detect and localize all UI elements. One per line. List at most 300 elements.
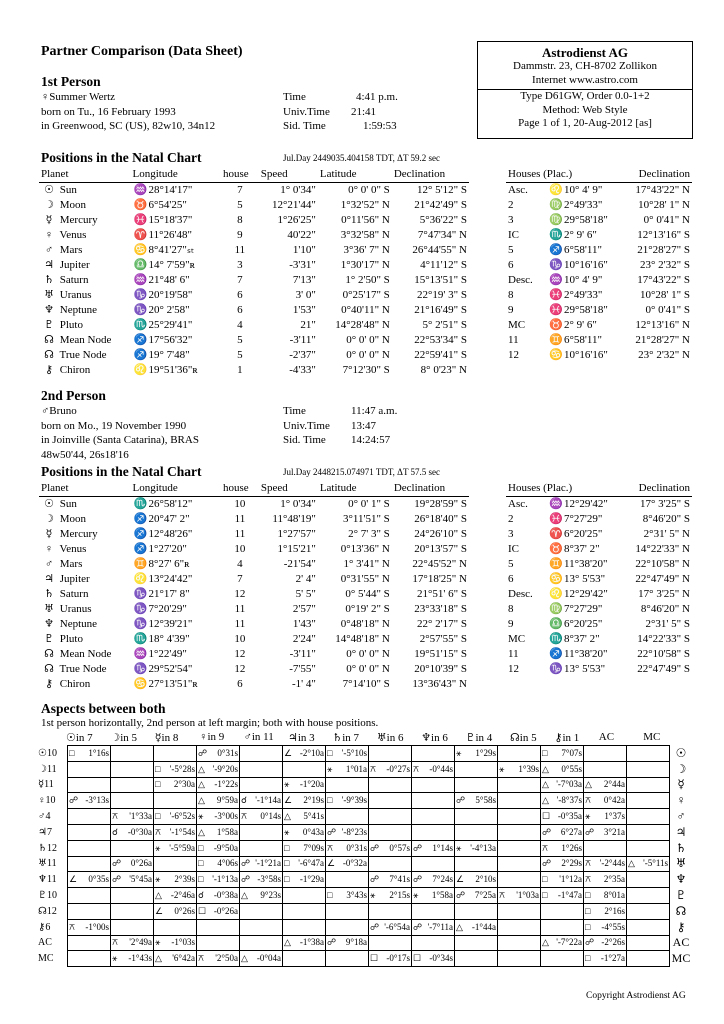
planet-cell [39,542,131,557]
planet-row [39,617,469,632]
method: Method: Web Style [542,103,628,116]
aspect-cell [154,856,197,872]
house-name: 12 [508,349,519,361]
latitude-cell: 1° 3'41" N [343,558,390,570]
house-longitude [546,288,612,303]
declination-cell: 21°51' 6" S [417,588,467,600]
aspect-column-header: ☊in 5 [510,732,537,744]
aspect-cell [412,793,455,809]
aspect-cell [498,793,541,809]
aspect-glyph: △ [155,953,162,964]
cusp-value: 12°29'42" [564,498,608,510]
planet-glyph: ☿ [45,214,53,226]
house-cell: 4 [237,558,243,570]
speed-cell: 5' 5" [295,588,316,600]
cusp-value: 10°16'16" [564,349,608,361]
sign-glyph: ♐ [133,349,148,361]
planet-row [39,198,469,213]
longitude-value: 26°58'12" [148,498,193,510]
longitude-value: 8°41'27"ₛₜ [148,244,195,256]
planet-glyph: ☊ [44,648,54,660]
house-row [506,213,692,228]
speed-cell: 21" [300,319,316,331]
aspect-glyph: ⚻ [69,921,75,932]
aspect-cell [326,777,369,793]
cusp-value: 10° 4' 9" [564,184,603,196]
aspect-glyph: □ [69,747,75,758]
declination-cell: 7°47'34" N [417,229,467,241]
aspect-row-label: AC [38,937,52,949]
aspect-cell [412,809,455,825]
house-name: 9 [508,618,514,630]
declination-cell: 26°44'55" N [412,244,467,256]
birth-place: in Joinville (Santa Catarina), BRAS [41,434,199,446]
birth-place: in Greenwood, SC (US), 82w10, 34n12 [41,120,216,132]
aspect-cell [498,919,541,935]
aspect-row-glyph: ☉ [675,745,687,760]
planet-table-1 [39,167,469,378]
company-name: Astrodienst AG [541,45,629,60]
house-longitude [546,318,612,333]
house-cell: 9 [237,229,243,241]
aspect-orb: 7°41s [389,874,410,885]
col-planet: Planet [39,481,131,497]
house-declination: 22°47'49" S [637,663,690,675]
sign-glyph: ♊ [133,558,148,570]
aspect-cell [541,777,584,793]
latitude-cell: 0°25'17" S [342,289,390,301]
planet-cell [39,183,131,199]
time-value: 4:41 p.m. [356,91,398,103]
latitude-cell: 3°36' 7" N [343,244,390,256]
planet-row [39,587,469,602]
aspect-cell [541,903,584,919]
aspect-orb: 7°25a [474,890,496,901]
aspect-orb: -1°29a [299,874,324,885]
aspect-orb: 0°55s [561,763,582,774]
speed-cell: 1'10" [292,244,316,256]
planet-name: Mean Node [57,334,112,346]
aspect-glyph: △ [198,795,205,806]
aspect-cell [627,935,670,951]
aspect-orb: '-7°03a [556,779,582,790]
aspect-cell [627,761,670,777]
cusp-value: 6°20'25" [564,618,603,630]
planet-row [39,213,469,228]
aspect-cell [584,856,627,872]
aspect-glyph: ☍ [327,826,337,837]
time-label: Time [283,405,306,417]
aspect-glyph: □ [327,795,333,806]
aspect-cell [627,777,670,793]
house-cell: 11 [234,603,246,615]
aspect-orb: -3°58s [257,874,281,885]
latitude-cell: 14°48'18" N [335,633,390,645]
sid-value: 1:59:53 [363,120,397,132]
aspect-glyph: △ [628,858,635,869]
latitude-cell: 0° 0' 0" N [346,663,390,675]
aspect-orb: -4°55s [601,921,625,932]
cusp-value: 7°27'29" [564,603,603,615]
house-name: 11 [508,334,519,346]
aspect-cell [627,809,670,825]
col-longitude: Longitude [131,481,221,497]
sign-glyph: ♋ [133,244,148,256]
aspect-cell [498,809,541,825]
aspect-cell [627,903,670,919]
cusp-value: 11°38'20" [564,558,608,570]
house-name: 2 [508,513,514,525]
aspect-cell [154,777,197,793]
longitude-value: 14° 7'59"ʀ [148,259,195,271]
aspect-orb: -0°17s [386,953,410,964]
longitude-cell [131,527,221,542]
aspect-glyph: △ [542,795,549,806]
declination-cell: 22° 2'17" S [417,618,467,630]
aspect-cell [584,824,627,840]
longitude-cell [131,497,221,513]
aspect-glyph: ☍ [241,858,251,869]
order-type: Type D61GW, Order 0.0-1+2 [520,90,650,102]
longitude-cell [131,303,221,318]
aspect-cell [584,777,627,793]
house-cell: 6 [237,304,243,316]
house-cell: 12 [234,663,246,675]
house-declination: 2°31' 5" N [643,528,690,540]
planet-row [39,557,469,572]
aspect-glyph: ☍ [413,874,423,885]
aspect-glyph: ⚻ [585,795,591,806]
planet-name: Jupiter [57,259,90,271]
aspect-cell [68,809,111,825]
longitude-cell [131,363,221,378]
planet-cell [39,333,131,348]
aspect-cell [68,761,111,777]
aspect-glyph: △ [542,779,549,790]
planet-name: Mercury [57,214,98,226]
longitude-cell [131,542,221,557]
planet-row [39,602,469,617]
house-name: 8 [508,289,514,301]
aspect-glyph: ☐ [413,953,422,964]
aspect-cell [541,746,584,762]
sign-glyph: ♓ [133,214,148,226]
house-name: 3 [508,214,514,226]
sign-glyph: ♒ [133,274,148,286]
declination-cell: 13°36'43" N [412,678,467,690]
aspect-cell [584,919,627,935]
sign-glyph: ♓ [549,513,563,525]
declination-cell: 8° 0'23" N [420,364,467,376]
aspects-heading: Aspects between both [41,701,166,716]
aspect-cell [283,951,326,967]
planet-glyph: ♂ [44,558,54,570]
aspect-glyph: ∠ [456,874,465,885]
aspect-cell [627,856,670,872]
sign-glyph: ♑ [549,663,563,675]
aspect-cell [68,888,111,904]
house-cell: 1 [237,364,243,376]
aspect-row-label: ♀10 [38,795,56,807]
aspect-orb: 1°01a [345,763,367,774]
longitude-value: 1°22'49" [148,648,187,660]
house-name: 9 [508,304,514,316]
latitude-cell: 0° 5'44" S [345,588,390,600]
house-cell: 4 [237,319,243,331]
aspect-orb: 2°10s [475,874,496,885]
house-cell: 5 [237,349,243,361]
aspect-orb: '2°49a [129,937,152,948]
speed-cell: -3'11" [289,334,316,346]
aspect-cell [283,777,326,793]
aspect-cell [369,935,412,951]
aspect-cell [283,840,326,856]
aspect-cell [326,761,369,777]
planet-name: True Node [57,349,107,361]
house-declination: 17°43'22" N [635,184,690,196]
speed-cell: 12°21'44" [271,199,316,211]
aspect-row [37,888,692,904]
latitude-cell: 0° 0' 0" N [346,334,390,346]
aspect-cell [541,824,584,840]
longitude-cell [131,333,221,348]
house-name: 5 [508,558,514,570]
house-name: Asc. [508,184,528,196]
house-row [506,662,692,677]
house-longitude [546,512,612,527]
planet-cell [39,303,131,318]
aspect-cell [541,951,584,967]
aspect-cell [197,919,240,935]
aspect-glyph: ⚻ [542,842,548,853]
aspect-cell [154,761,197,777]
aspect-cell [498,746,541,762]
aspect-glyph: ☐ [370,953,379,964]
longitude-cell [131,677,221,692]
aspect-cell [283,856,326,872]
house-name: Asc. [508,498,528,510]
aspect-glyph: □ [284,874,290,885]
longitude-cell [131,288,221,303]
col-house: house [221,481,259,497]
latitude-cell: 14°28'48" N [335,319,390,331]
aspect-orb: 2°30a [173,779,195,790]
aspect-column-header: ♇in 4 [465,732,493,744]
aspect-orb: -0°26a [213,905,238,916]
house-row [506,318,692,333]
planet-name: Saturn [57,274,89,286]
aspect-cell [584,951,627,967]
aspect-orb: -0°32a [342,858,367,869]
aspect-row-glyph: ♇ [675,888,687,903]
aspect-orb: 0°42a [603,795,625,806]
aspect-orb: 7°09s [303,842,324,853]
latitude-cell: 0°48'18" N [340,618,390,630]
planet-glyph: ♂ [44,244,54,256]
planet-name: Mean Node [57,648,112,660]
house-row [506,333,692,348]
longitude-cell [131,213,221,228]
planet-row [39,363,469,378]
planet-cell [39,572,131,587]
aspect-cell [498,761,541,777]
aspect-row [37,903,692,919]
longitude-value: 6°54'25" [148,199,187,211]
aspect-cell [627,793,670,809]
aspect-cell [197,951,240,967]
aspect-orb: '-1°14a [255,795,281,806]
house-longitude [546,273,612,288]
aspect-cell [326,824,369,840]
sign-glyph: ♒ [549,498,563,510]
house-cell: 12 [234,588,246,600]
aspect-cell [627,888,670,904]
aspect-row-glyph: ☽ [675,761,687,776]
person-heading: 2nd Person [41,388,106,403]
aspect-cell [154,903,197,919]
aspect-cell [369,840,412,856]
declination-cell: 26°18'40" S [414,513,467,525]
aspect-glyph: ∠ [155,905,164,916]
cusp-value: 2° 9' 6" [564,319,597,331]
aspect-cell [197,872,240,888]
planet-glyph: ♄ [44,588,54,600]
house-longitude [546,662,612,677]
aspect-glyph: ⚹ [155,874,161,885]
sign-glyph: ♍ [549,214,563,226]
aspect-glyph: ☍ [327,937,337,948]
house-cell: 3 [237,259,243,271]
aspect-orb: 9°59a [216,795,238,806]
house-cell: 11 [234,513,246,525]
sign-glyph: ♏ [133,319,148,331]
house-declination: 17°43'22" S [637,274,690,286]
aspect-cell [584,888,627,904]
house-declination: 0° 0'41" S [645,304,690,316]
aspect-cell [412,824,455,840]
speed-cell: -3'11" [289,648,316,660]
aspect-cell [326,840,369,856]
aspect-glyph: □ [585,921,591,932]
aspect-cell [455,824,498,840]
house-declination: 17° 3'25" S [640,498,690,510]
house-cell: 6 [237,678,243,690]
aspect-row [37,824,692,840]
aspect-orb: 0°31s [346,842,367,853]
house-cell: 11 [234,528,246,540]
aspect-cell [111,856,154,872]
aspect-cell [455,872,498,888]
declination-cell: 5° 2'51" S [422,319,467,331]
aspect-row-label: ♇10 [38,890,57,902]
aspect-cell [455,856,498,872]
aspect-cell [584,903,627,919]
planet-glyph: ♅ [44,603,54,615]
latitude-cell: 3°11'51" S [342,513,390,525]
planet-name: Uranus [57,289,92,301]
aspect-cell [326,746,369,762]
house-longitude [546,198,612,213]
longitude-value: 21°48' 6" [148,274,190,286]
declination-cell: 19°51'15" S [414,648,467,660]
aspect-orb: '-6°47a [298,858,324,869]
sign-glyph: ♐ [133,528,148,540]
longitude-value: 25°29'41" [148,319,193,331]
person-name: ♀Summer Wertz [41,91,116,103]
aspect-cell [498,872,541,888]
speed-cell: -21'54" [283,558,316,570]
house-row [506,527,692,542]
house-row [506,243,692,258]
longitude-cell [131,183,221,199]
declination-cell: 12° 5'12" S [417,184,467,196]
aspect-cell [498,903,541,919]
aspect-orb: '-8°23s [341,826,367,837]
aspect-glyph: ⚹ [284,826,290,837]
aspect-cell [240,872,283,888]
planet-name: Mars [57,244,83,256]
declination-cell: 2°57'55" S [419,633,467,645]
planet-cell [39,662,131,677]
aspect-cell [197,903,240,919]
col-speed: Speed [259,167,318,183]
aspect-glyph: ☍ [456,795,466,806]
aspect-column-header: ♂in 11 [243,731,274,743]
house-longitude [546,258,612,273]
aspect-glyph: ☍ [370,921,380,932]
aspect-orb: -1°27a [600,953,625,964]
house-table-2 [506,481,692,677]
house-longitude [546,348,612,363]
aspect-glyph: □ [585,905,591,916]
aspect-cell [498,951,541,967]
aspect-row-glyph: MC [671,951,691,966]
aspect-orb: 2°15s [389,890,410,901]
aspect-cell [498,840,541,856]
house-cell: 7 [237,573,243,585]
cusp-value: 10°16'16" [564,259,608,271]
time-label: Time [283,91,306,103]
aspect-glyph: ∠ [327,858,336,869]
house-name: MC [508,319,526,331]
house-longitude [546,213,612,228]
longitude-value: 20°47' 2" [148,513,190,525]
planet-name: Venus [57,543,87,555]
latitude-cell: 0° 0' 0" S [348,184,390,196]
planet-glyph: ♆ [44,304,54,316]
aspect-orb: '5°45a [129,874,152,885]
aspect-glyph: ☍ [456,890,466,901]
latitude-cell: 7°14'10" S [342,678,390,690]
aspect-cell [498,935,541,951]
aspect-orb: -2°46a [170,890,195,901]
aspect-cell [627,824,670,840]
speed-cell: 1'53" [292,304,316,316]
aspect-cell [455,840,498,856]
positions-heading: Positions in the Natal Chart [41,464,202,479]
aspect-orb: -1°03s [171,937,195,948]
aspect-cell [68,856,111,872]
aspect-cell [412,840,455,856]
aspect-cell [197,746,240,762]
aspect-orb: 1°37s [604,811,625,822]
sign-glyph: ♏ [133,498,148,510]
aspect-glyph: ☍ [370,842,380,853]
house-longitude [546,243,612,258]
aspect-cell [68,872,111,888]
positions-heading: Positions in the Natal Chart [41,150,202,165]
aspect-cell [541,856,584,872]
